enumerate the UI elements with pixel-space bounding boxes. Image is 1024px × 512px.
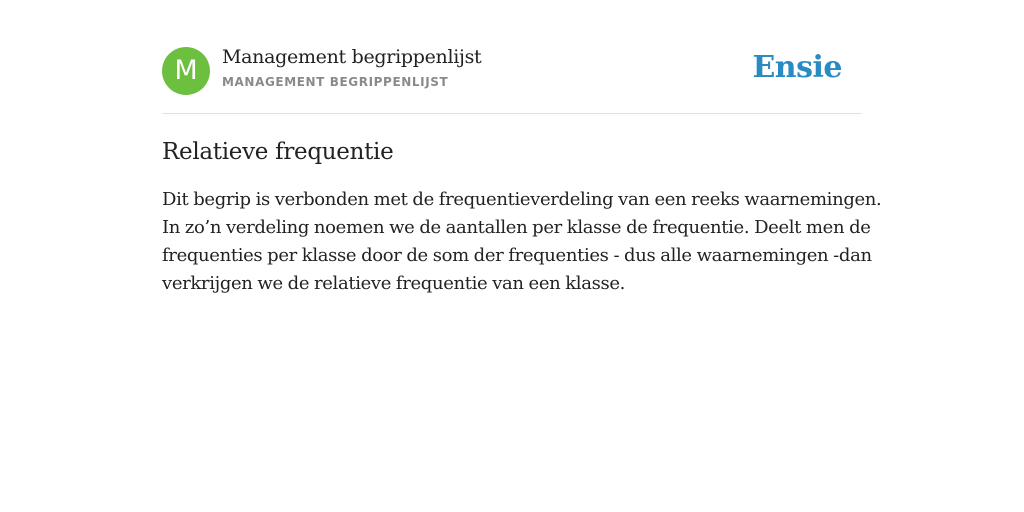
definition-line: Dit begrip is verbonden met de frequentieverdeling van een reeks waarnemingen. (162, 189, 882, 210)
glossary-subtitle: MANAGEMENT BEGRIPPENLIJST (222, 75, 449, 89)
ensie-logo[interactable]: Ensie (752, 50, 842, 85)
definition-line: verkrijgen we de relatieve frequentie van een klasse. (162, 273, 626, 294)
header (162, 46, 862, 114)
term-definition (162, 186, 882, 298)
definition-line: In zo’n verdeling noemen we de aantallen per klasse de frequentie. Deelt men de (162, 217, 871, 238)
glossary-title-link[interactable]: Management begrippenlijst (222, 46, 482, 68)
term-title: Relatieve frequentie (162, 139, 394, 165)
avatar[interactable]: M (162, 47, 210, 95)
term-card (162, 46, 882, 298)
definition-line: frequenties per klasse door de som der frequenties - dus alle waarnemingen -dan (162, 245, 872, 266)
